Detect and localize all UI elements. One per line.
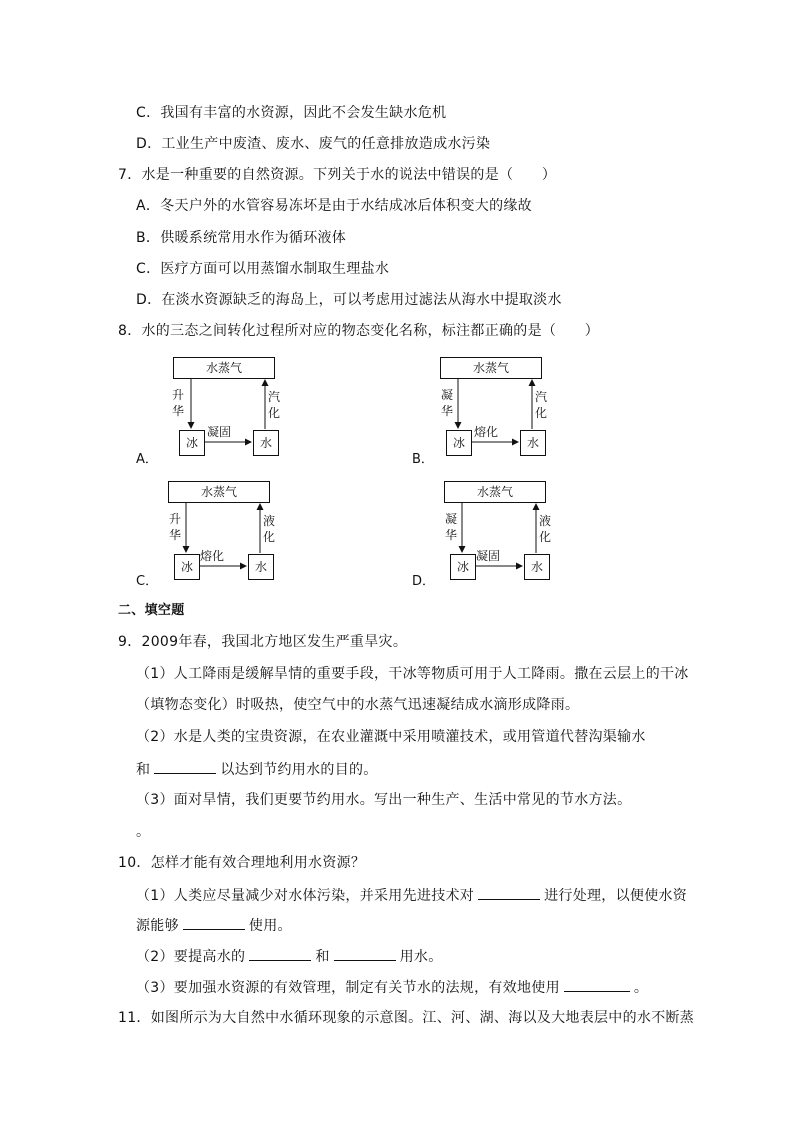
water-box: 水 xyxy=(520,430,546,456)
q10-part3 xyxy=(136,977,648,998)
water-box: 水 xyxy=(248,554,274,580)
bottom-label: 凝固 xyxy=(476,549,501,563)
right-label-2: 化 xyxy=(534,406,547,420)
q10-answer-blank-5[interactable] xyxy=(564,977,630,992)
ice-box: 冰 xyxy=(450,554,476,580)
q8-diagram-b xyxy=(440,357,580,462)
q8-diagram-c xyxy=(168,481,308,586)
q10-part1-pre: （1）人类应尽量减少对水体污染，并采用先进技术对 xyxy=(136,888,475,904)
right-label-2: 化 xyxy=(538,530,551,544)
section-title-fill-in: 二、填空题 xyxy=(118,603,185,618)
q8-stem: 8．水的三态之间转化过程所对应的物态变化名称，标注都正确的是（ ） xyxy=(118,323,600,339)
q7-option-d: D．在淡水资源缺乏的海岛上，可以考虑用过滤法从海水中提取淡水 xyxy=(136,292,562,308)
water-vapor-box: 水蒸气 xyxy=(173,357,275,379)
q6-option-d: D．工业生产中废渣、废水、废气的任意排放造成水污染 xyxy=(136,136,491,152)
q10-answer-blank-4[interactable] xyxy=(334,946,396,961)
q7-option-c: C．医疗方面可以用蒸馏水制取生理盐水 xyxy=(136,261,390,277)
q6-option-c: C．我国有丰富的水资源，因此不会发生缺水危机 xyxy=(136,105,447,121)
right-label-2: 化 xyxy=(262,530,275,544)
left-label-2: 华 xyxy=(440,404,453,418)
q10-part1-line1 xyxy=(136,885,687,906)
right-label-1: 液 xyxy=(538,514,551,528)
water-vapor-box: 水蒸气 xyxy=(444,481,546,503)
q10-part2-post: 用水。 xyxy=(399,949,443,965)
left-label-2: 华 xyxy=(444,528,457,542)
q10-answer-blank-3[interactable] xyxy=(249,946,311,961)
q7-option-b: B．供暖系统常用水作为循环液体 xyxy=(136,230,347,246)
q10-part1-line2 xyxy=(136,915,292,936)
q9-part3-line2: 。 xyxy=(136,824,151,840)
q10-answer-blank-2[interactable] xyxy=(183,915,245,930)
left-label-2: 华 xyxy=(168,528,181,542)
water-box: 水 xyxy=(253,430,279,456)
q9-part2-post: 以达到节约用水的目的。 xyxy=(220,762,378,778)
q8-option-d-letter: D． xyxy=(412,574,436,589)
water-box: 水 xyxy=(524,554,550,580)
q8-option-a-letter: A． xyxy=(136,452,158,467)
bottom-label: 熔化 xyxy=(200,549,225,563)
right-label-1: 液 xyxy=(262,514,275,528)
left-label-1: 凝 xyxy=(440,388,453,402)
ice-box: 冰 xyxy=(174,554,200,580)
q10-part2-pre: （2）要提高水的 xyxy=(136,949,246,965)
water-vapor-box: 水蒸气 xyxy=(440,357,542,379)
ice-box: 冰 xyxy=(446,430,472,456)
q9-part1-line1: （1）人工降雨是缓解旱情的重要手段，干冰等物质可用于人工降雨。撒在云层上的干冰 xyxy=(136,666,689,682)
q10-part2-mid: 和 xyxy=(315,949,330,965)
q10-part1-post: 进行处理，以便使水资 xyxy=(544,888,688,904)
q10-answer-blank-1[interactable] xyxy=(478,885,540,900)
q9-part2-line1: （2）水是人类的宝贵资源，在农业灌溉中采用喷灌技术，或用管道代替沟渠输水 xyxy=(136,729,646,745)
left-label-1: 升 xyxy=(168,512,181,526)
q10-part3-pre: （3）要加强水资源的有效管理，制定有关节水的法规，有效地使用 xyxy=(136,980,560,996)
q9-part2-line2 xyxy=(136,759,378,780)
right-label-1: 汽 xyxy=(534,390,547,404)
water-vapor-box: 水蒸气 xyxy=(168,481,270,503)
q7-option-a: A．冬天户外的水管容易冻坏是由于水结成冰后体积变大的缘故 xyxy=(136,198,532,214)
q9-part1-line2: （填物态变化）时吸热，使空气中的水蒸气迅速凝结成水滴形成降雨。 xyxy=(136,697,580,713)
q10-part2 xyxy=(136,946,443,967)
q9-part3-line1: （3）面对旱情，我们更要节约用水。写出一种生产、生活中常见的节水方法。 xyxy=(136,792,632,808)
q8-diagram-a xyxy=(173,357,313,462)
q9-answer-blank-1[interactable] xyxy=(154,759,216,774)
right-label-1: 汽 xyxy=(267,390,280,404)
q8-diagram-d xyxy=(444,481,584,586)
q9-part2-pre: 和 xyxy=(136,762,151,778)
q8-option-b-letter: B． xyxy=(412,452,434,467)
q7-stem: 7．水是一种重要的自然资源。下列关于水的说法中错误的是（ ） xyxy=(118,167,557,183)
right-label-2: 化 xyxy=(267,406,280,420)
q11-stem: 11．如图所示为大自然中水循环现象的示意图。江、河、湖、海以及大地表层中的水不断蒸 xyxy=(118,1010,695,1026)
q9-stem: 9．2009年春，我国北方地区发生严重旱灾。 xyxy=(118,634,408,650)
q10-part3-post: 。 xyxy=(633,980,649,996)
left-label-2: 华 xyxy=(171,404,184,418)
q10-part1-line2-pre: 源能够 xyxy=(136,918,179,934)
ice-box: 冰 xyxy=(179,430,205,456)
bottom-label: 熔化 xyxy=(474,425,499,439)
q10-part1-line2-post: 使用。 xyxy=(248,918,292,934)
left-label-1: 凝 xyxy=(444,512,457,526)
q8-option-c-letter: C． xyxy=(136,574,159,589)
bottom-label: 凝固 xyxy=(207,425,232,439)
left-label-1: 升 xyxy=(171,388,184,402)
q10-stem: 10．怎样才能有效合理地利用水资源？ xyxy=(118,855,366,871)
